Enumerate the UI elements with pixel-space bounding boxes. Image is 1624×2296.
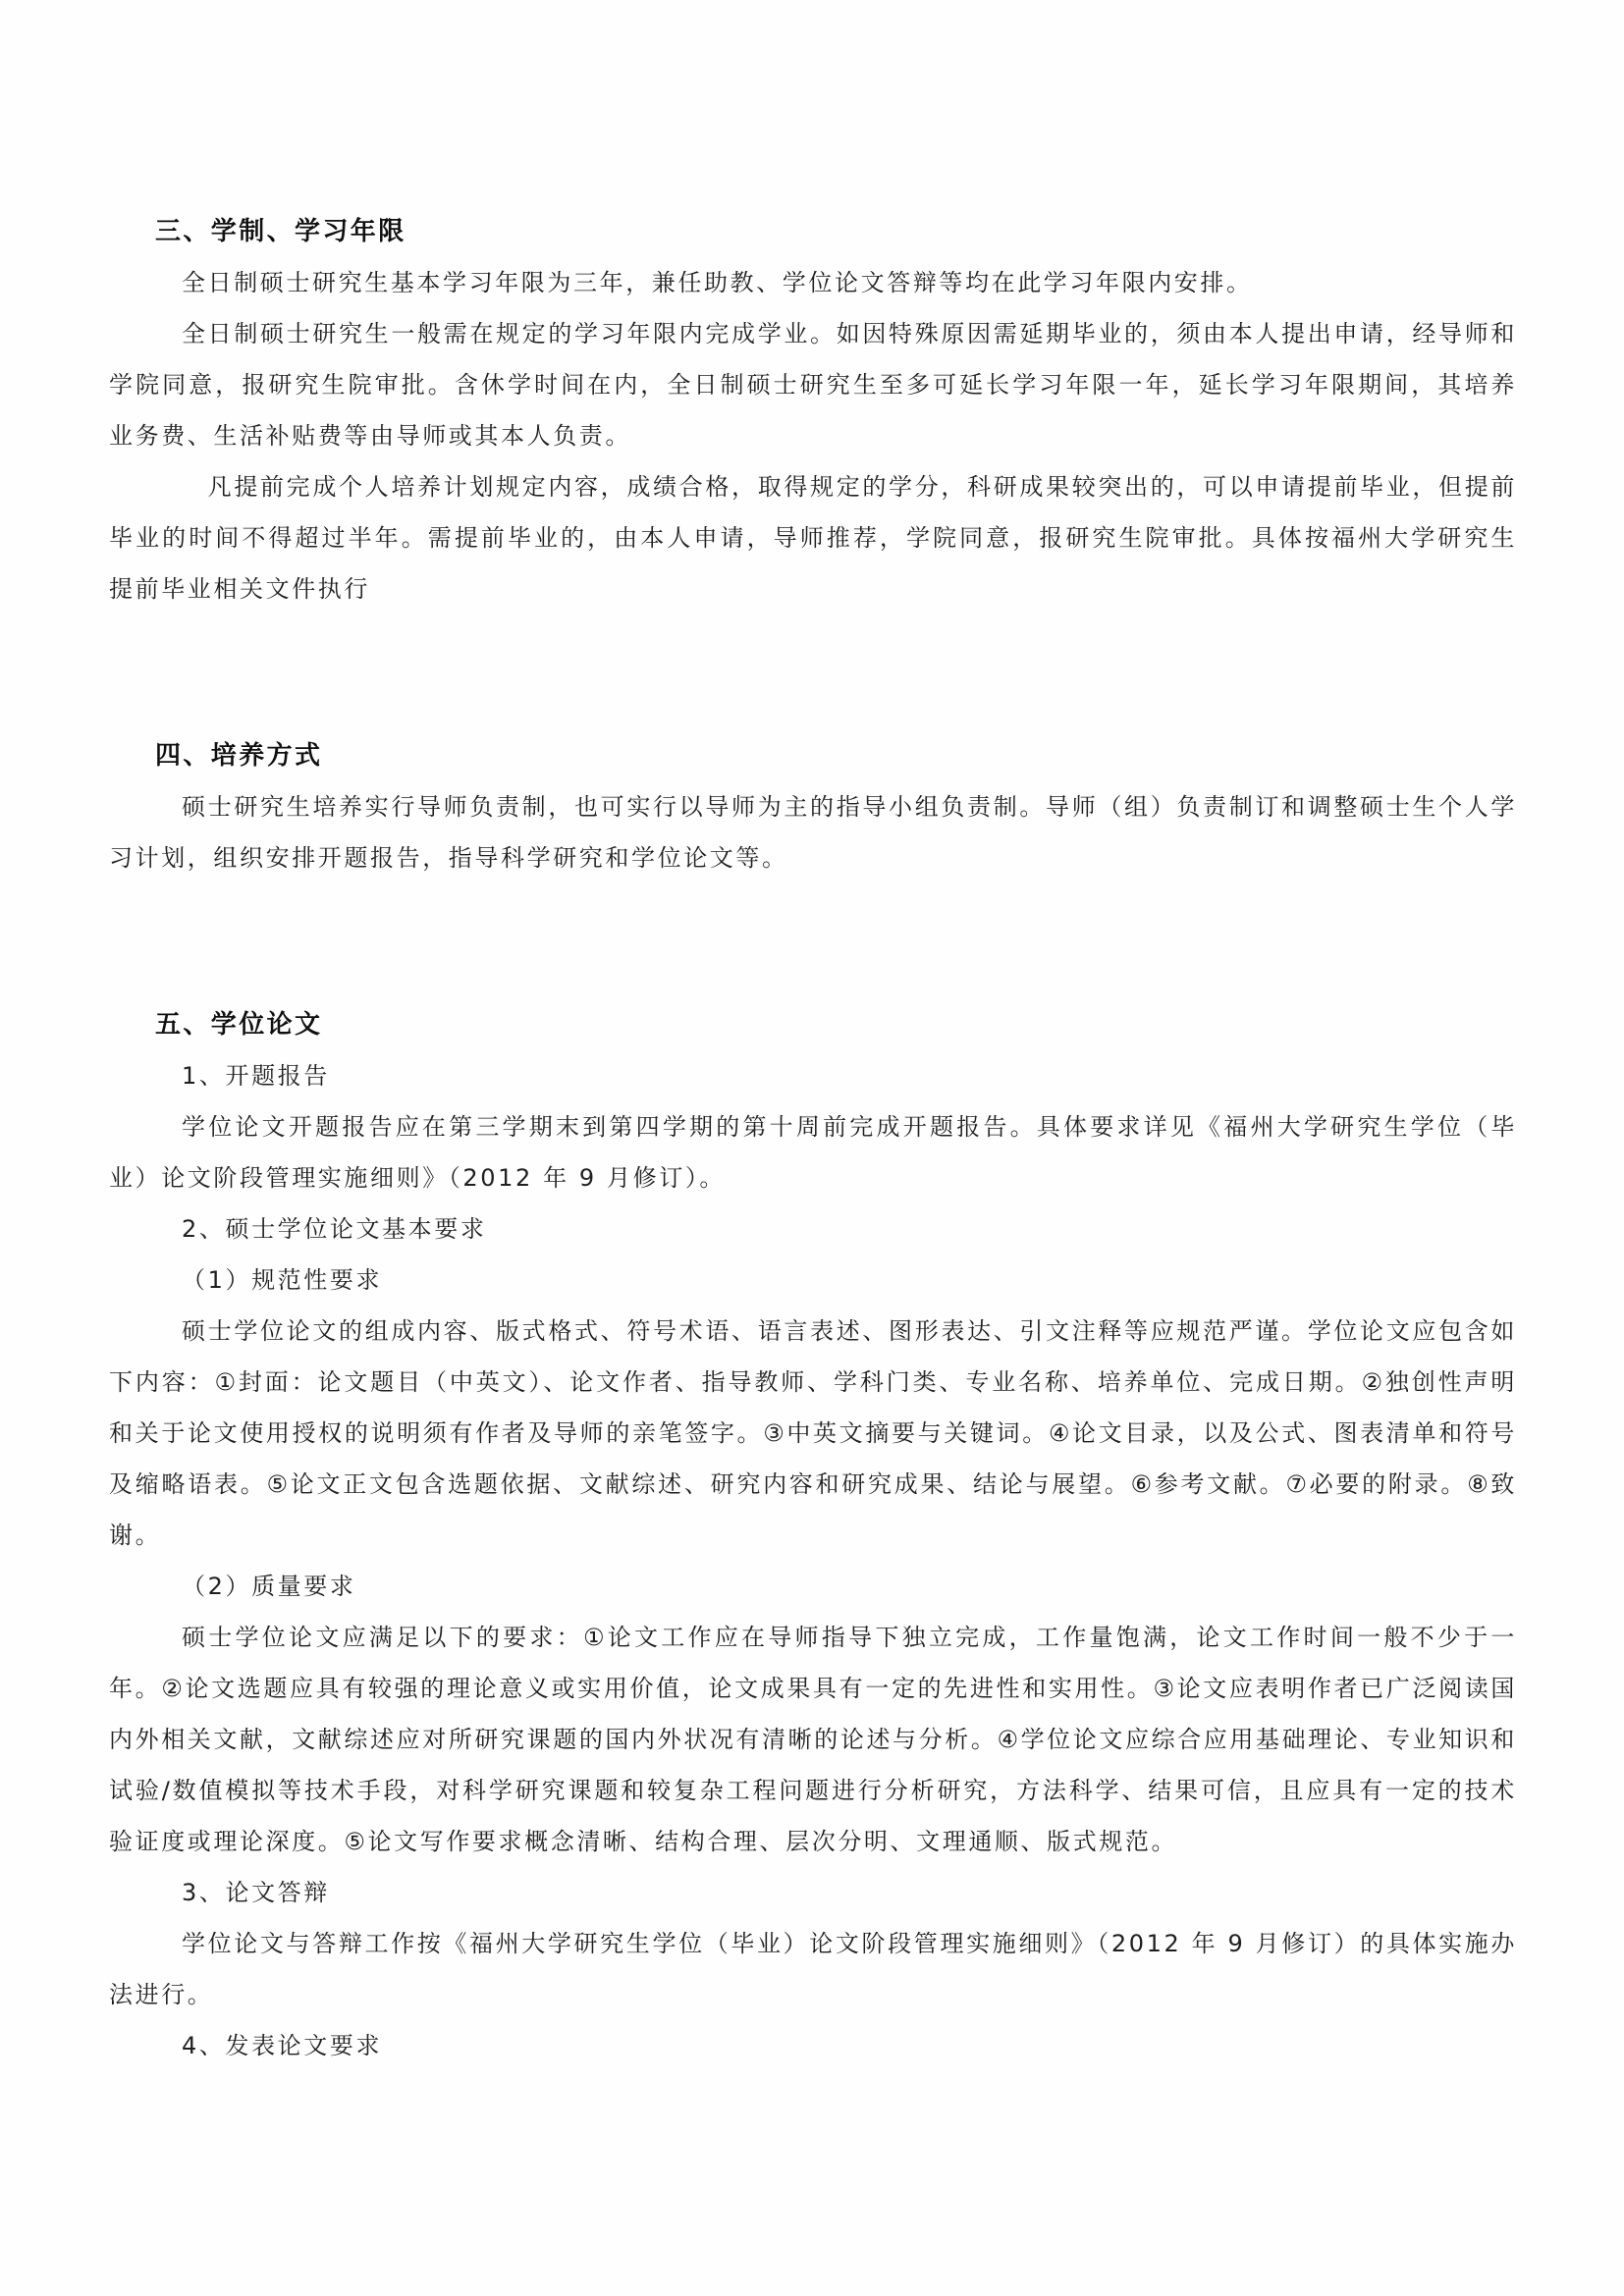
section-heading-training-method: 四、培养方式: [155, 741, 323, 771]
item-publication-requirements: 4、发表论文要求: [182, 2032, 383, 2059]
section-heading-study-duration: 三、学制、学习年限: [155, 217, 406, 246]
section-degree-thesis: [109, 999, 1517, 2071]
para-mentor-responsibility: 硕士研究生培养实行导师负责制，也可实行以导师为主的指导小组负责制。导师（组）负责制订和调整硕士生个人学习计划，组织安排开题报告，指导科学研究和学位论文等。: [109, 793, 1517, 872]
para-early-graduation: 凡提前完成个人培养计划规定内容，成绩合格，取得规定的学分，科研成果较突出的，可以申请提前毕业，但提前毕业的时间不得超过半年。需提前毕业的，由本人申请，导师推荐，学院同意，报研究生院审批。具体按福州大学研究生提前毕业相关文件执行: [109, 473, 1517, 603]
para-basic-duration: 全日制硕士研究生基本学习年限为三年，兼任助教、学位论文答辩等均在此学习年限内安排。: [182, 269, 1253, 296]
section-study-duration: [109, 206, 1517, 614]
item-quality-requirements: （2）质量要求: [182, 1573, 356, 1600]
para-thesis-defense: 学位论文与答辩工作按《福州大学研究生学位（毕业）论文阶段管理实施细则》（2012 年 9 月修订）的具体实施办法进行。: [109, 1930, 1517, 2008]
item-thesis-defense: 3、论文答辩: [182, 1879, 330, 1906]
para-opening-report: 学位论文开题报告应在第三学期末到第四学期的第十周前完成开题报告。具体要求详见《福州大学研究生学位（毕业）论文阶段管理实施细则》（2012 年 9 月修订）。: [109, 1113, 1517, 1192]
para-quality-requirements: 硕士学位论文应满足以下的要求：①论文工作应在导师指导下独立完成，工作量饱满，论文工作时间一般不少于一年。②论文选题应具有较强的理论意义或实用价值，论文成果具有一定的先进性和实用性。③论文应表明作者已广泛阅读国内外相关文献，文献综述应对所研究课题的国内外状况有清晰的论述与分析。④学位论文应综合应用基础理论、专业知识和试验/数值模拟等技术手段，对科学研究课题和较复杂工程问题进行分析研究，方法科学、结果可信，且应具有一定的技术验证度或理论深度。⑤论文写作要求概念清晰、结构合理、层次分明、文理通顺、版式规范。: [109, 1624, 1517, 1855]
item-opening-report: 1、开题报告: [182, 1062, 330, 1090]
para-extension-rules: 全日制硕士研究生一般需在规定的学习年限内完成学业。如因特殊原因需延期毕业的，须由本人提出申请，经导师和学院同意，报研究生院审批。含休学时间在内，全日制硕士研究生至多可延长学习年限一年，延长学习年限期间，其培养业务费、生活补贴费等由导师或其本人负责。: [109, 320, 1517, 450]
section-training-method: [109, 730, 1517, 883]
item-normative-requirements: （1）规范性要求: [182, 1266, 383, 1294]
para-normative-requirements: 硕士学位论文的组成内容、版式格式、符号术语、语言表述、图形表达、引文注释等应规范严谨。学位论文应包含如下内容：①封面：论文题目（中英文）、论文作者、指导教师、学科门类、专业名称、培养单位、完成日期。②独创性声明和关于论文使用授权的说明须有作者及导师的亲笔签字。③中英文摘要与关键词。④论文目录，以及公式、图表清单和符号及缩略语表。⑤论文正文包含选题依据、文献综述、研究内容和研究成果、结论与展望。⑥参考文献。⑦必要的附录。⑧致谢。: [109, 1317, 1517, 1549]
item-thesis-basic-requirements: 2、硕士学位论文基本要求: [182, 1215, 487, 1243]
section-heading-degree-thesis: 五、学位论文: [155, 1010, 323, 1040]
